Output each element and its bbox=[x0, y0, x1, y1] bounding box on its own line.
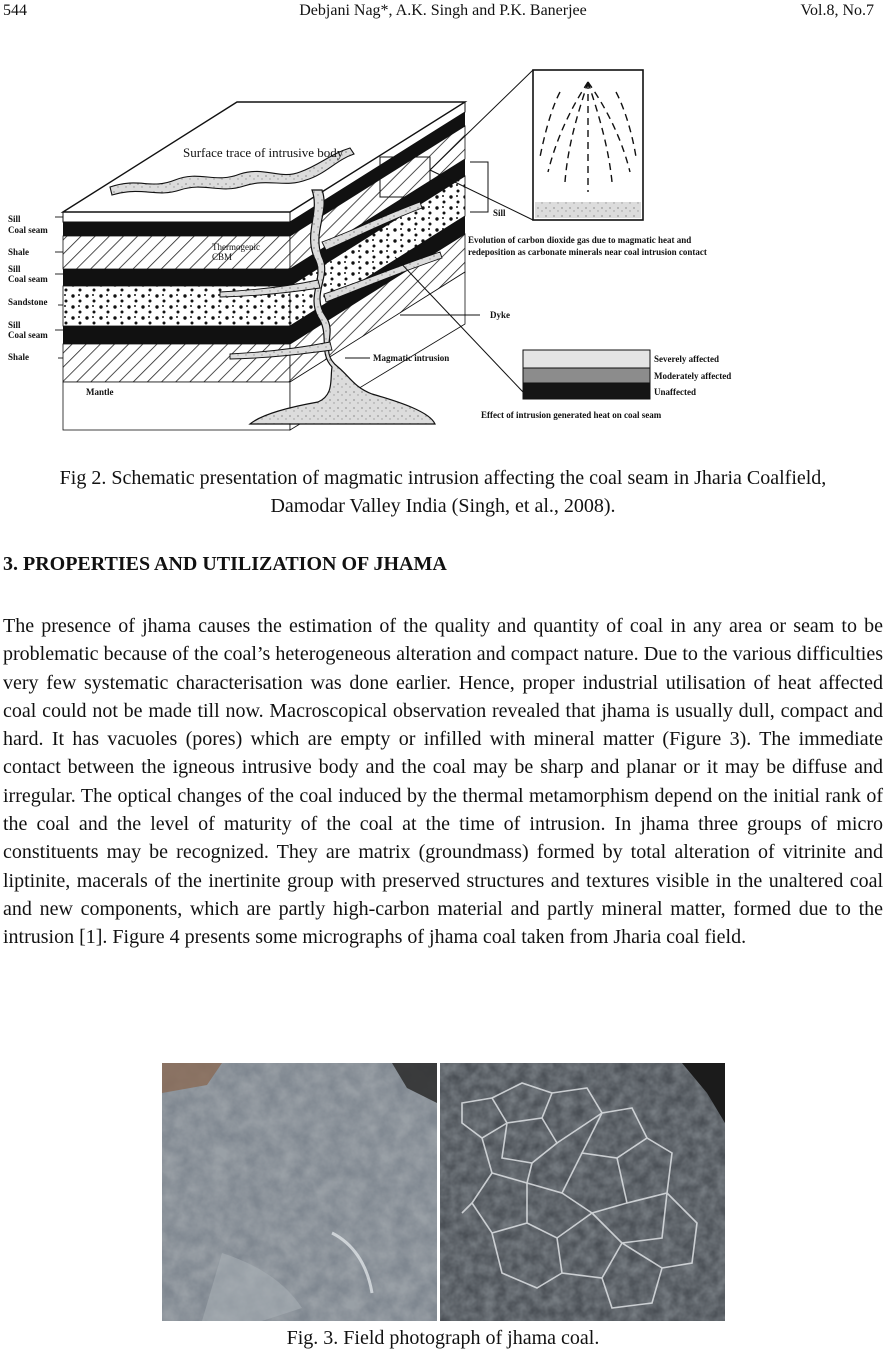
label-effect-heat: Effect of intrusion generated heat on coal seam bbox=[481, 410, 662, 420]
label-coal-seam-1: Coal seam bbox=[8, 225, 48, 235]
body-paragraph: The presence of jhama causes the estimation of the quality and quantity of coal in any area or seam to be problematic because of the coal’s heterogeneous alteration and compact nature. Due to the various difficulties very few systematic characterisation was done earlier. Hence, proper industrial utilisation of heat affected coal could not be made till now. Macroscopical observation revealed that jhama is usually dull, compact and hard. It has vacuoles (pores) which are empty or infilled with mineral matter (Figure 3). The immediate contact between the igneous intrusive body and the coal may be sharp and planar or it may be diffuse and irregular. The optical changes of the coal induced by the thermal metamorphism depend on the initial rank of the coal and the level of maturity of the coal at the time of intrusion. In jhama three groups of micro constituents may be recognized. They are matrix (groundmass) formed by total alteration of vitrinite and liptinite, macerals of the inertinite group with preserved structures and textures visible in the unaltered coal and new components, which are partly high-carbon material and partly mineral matter, formed due to the intrusion [1]. Figure 4 presents some micrographs of jhama coal taken from Jharia coal field. bbox=[3, 615, 883, 949]
photo-right bbox=[440, 1063, 725, 1321]
label-unaffected: Unaffected bbox=[654, 387, 696, 397]
section-heading: 3. PROPERTIES AND UTILIZATION OF JHAMA bbox=[3, 553, 447, 575]
figure-3-photographs bbox=[162, 1063, 725, 1321]
label-moderately-affected: Moderately affected bbox=[654, 371, 732, 381]
label-magmatic-intrusion: Magmatic intrusion bbox=[373, 353, 450, 363]
label-shale-2: Shale bbox=[8, 352, 30, 362]
figure-2-caption-line-1: Fig 2. Schematic presentation of magmatic intrusion affecting the coal seam in Jharia Coalfield, bbox=[59, 467, 827, 489]
photo-left bbox=[162, 1063, 437, 1321]
label-evolution-2: redeposition as carbonate minerals near coal intrusion contact bbox=[468, 247, 707, 257]
header-page-number: 544 bbox=[3, 2, 27, 19]
seam-effect-inset bbox=[523, 350, 650, 399]
label-surface-trace: Surface trace of intrusive body bbox=[183, 145, 344, 160]
header-volume: Vol.8, No.7 bbox=[800, 2, 874, 19]
page-header bbox=[0, 2, 886, 26]
label-evolution-1: Evolution of carbon dioxide gas due to magmatic heat and bbox=[468, 235, 692, 245]
label-thermogenic-1: Thermogenic bbox=[212, 242, 260, 252]
label-mantle: Mantle bbox=[86, 387, 114, 397]
figure-2-schematic bbox=[0, 62, 886, 434]
figure-2-caption bbox=[0, 464, 886, 520]
label-sill-3: Sill bbox=[8, 320, 21, 330]
label-sill-1: Sill bbox=[8, 214, 21, 224]
label-coal-seam-3: Coal seam bbox=[8, 330, 48, 340]
header-authors: Debjani Nag*, A.K. Singh and P.K. Banerjee bbox=[299, 2, 587, 19]
label-sandstone: Sandstone bbox=[8, 297, 48, 307]
label-shale-1: Shale bbox=[8, 247, 30, 257]
figure-3-caption: Fig. 3. Field photograph of jhama coal. bbox=[286, 1327, 600, 1349]
label-dyke: Dyke bbox=[490, 310, 510, 320]
label-severely-affected: Severely affected bbox=[654, 354, 720, 364]
label-sill-right: Sill bbox=[493, 208, 506, 218]
figure-2-caption-line-2: Damodar Valley India (Singh, et al., 2008). bbox=[270, 495, 616, 517]
label-thermogenic-2: CBM bbox=[212, 252, 233, 262]
label-coal-seam-2: Coal seam bbox=[8, 274, 48, 284]
label-sill-2: Sill bbox=[8, 264, 21, 274]
co2-inset bbox=[533, 70, 643, 220]
